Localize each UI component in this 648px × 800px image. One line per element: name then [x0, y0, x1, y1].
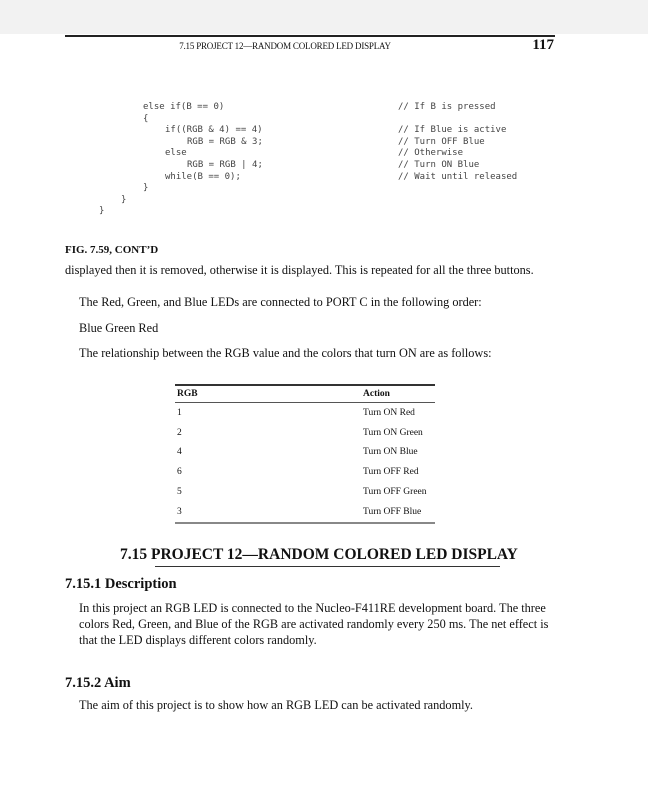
- code-line: }: [143, 183, 149, 194]
- code-line: else if(B == 0): [143, 102, 225, 112]
- subsection-heading-description: 7.15.1 Description: [65, 576, 177, 592]
- paragraph: Blue Green Red: [79, 321, 159, 335]
- action-cell: Turn OFF Red: [363, 467, 419, 478]
- table-header-rgb: RGB: [175, 385, 363, 403]
- action-cell: Turn OFF Green: [363, 487, 427, 498]
- code-line: RGB = RGB | 4;: [187, 160, 263, 170]
- code-comment: // Otherwise: [398, 148, 464, 159]
- running-title: 7.15 PROJECT 12—RANDOM COLORED LED DISPLAY: [179, 41, 391, 51]
- action-cell: Turn ON Red: [363, 407, 415, 418]
- table-row: [175, 462, 435, 482]
- code-comment: // If Blue is active: [398, 125, 507, 136]
- code-comment: // If B is pressed: [398, 102, 496, 112]
- rgb-cell: 1: [177, 407, 182, 418]
- code-line: }: [99, 206, 105, 217]
- action-cell: Turn ON Green: [363, 427, 423, 438]
- code-comment: // Wait until released: [398, 171, 518, 182]
- code-line: RGB = RGB & 3;: [187, 136, 263, 147]
- code-comment: // Turn ON Blue: [398, 160, 480, 170]
- table-row: [175, 423, 435, 443]
- section-underline: [155, 566, 500, 567]
- code-line: {: [143, 113, 149, 124]
- paragraph: The Red, Green, and Blue LEDs are connected to PORT C in the following order:: [79, 295, 482, 309]
- description-text: In this project an RGB LED is connected to the Nucleo-F411RE development board. The three colors Red, Green, and Blue of the RGB are activated randomly every 250 ms. The net effect is that the LED displays different colors randomly.: [79, 601, 549, 647]
- rgb-cell: 6: [177, 467, 182, 478]
- rgb-table: [175, 384, 435, 524]
- action-cell: Turn OFF Blue: [363, 506, 422, 517]
- rgb-cell: 5: [177, 487, 182, 498]
- figure-caption: FIG. 7.59, CONT’D: [65, 244, 159, 256]
- code-line: while(B == 0);: [165, 171, 241, 182]
- paragraph: displayed then it is removed, otherwise it is displayed. This is repeated for all the three buttons.: [65, 263, 534, 277]
- section-heading: 7.15 PROJECT 12—RANDOM COLORED LED DISPLAY: [120, 546, 518, 563]
- rgb-cell: 3: [177, 506, 182, 517]
- table-header-action: Action: [363, 385, 435, 403]
- code-comment: // Turn OFF Blue: [398, 136, 485, 147]
- code-line: }: [121, 194, 127, 205]
- subsection-heading-aim: 7.15.2 Aim: [65, 675, 131, 691]
- table-row: [175, 482, 435, 502]
- table-row: [175, 443, 435, 463]
- rgb-cell: 2: [177, 427, 182, 438]
- code-line: else: [165, 148, 187, 159]
- aim-text: The aim of this project is to show how an RGB LED can be activated randomly.: [79, 698, 473, 712]
- action-cell: Turn ON Blue: [363, 447, 418, 458]
- table-row: [175, 403, 435, 423]
- code-line: if((RGB & 4) == 4): [165, 125, 263, 136]
- header-rule: [65, 35, 555, 37]
- page-number: 117: [532, 37, 554, 53]
- top-band: [0, 0, 648, 34]
- table-row: [175, 502, 435, 523]
- rgb-cell: 4: [177, 447, 182, 458]
- paragraph: The relationship between the RGB value and the colors that turn ON are as follows:: [79, 346, 492, 360]
